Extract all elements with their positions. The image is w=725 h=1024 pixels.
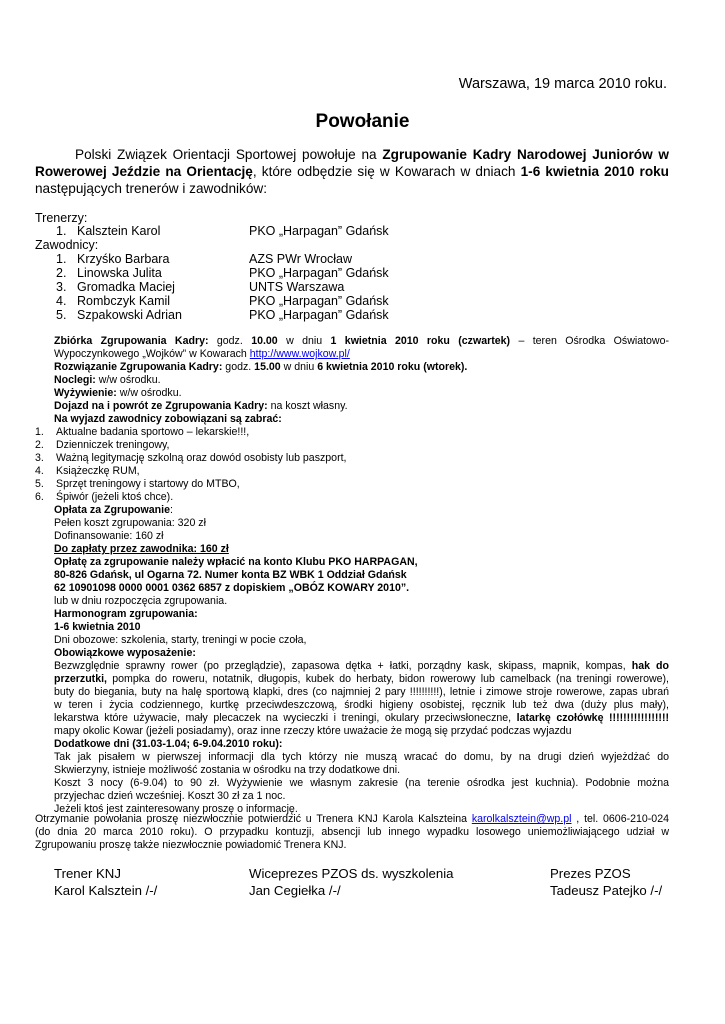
list-item (35, 439, 669, 452)
intro-text-3: następujących trenerów i zawodników: (35, 181, 267, 196)
intro-event-name: Zgrupowanie Kadry Narodowej Juniorów w (382, 147, 669, 162)
athlete-num: 5. (56, 308, 67, 322)
text-segment: Dojazd na i powrót ze Zgrupowania Kadry: (54, 400, 268, 412)
equipment-line-2 (54, 673, 669, 686)
text-segment: , tel. 0606-210-024 (571, 813, 669, 825)
text-segment: Rozwiązanie Zgrupowania Kadry: (54, 361, 223, 373)
text-segment: 1. (35, 426, 44, 438)
equipment-line-5 (54, 712, 669, 725)
schedule-dates (54, 621, 669, 634)
amount-due (54, 543, 669, 556)
athlete-name: Rombczyk Kamil (77, 294, 171, 308)
schedule-text: Dni obozowe: szkolenia, starty, treningi w pocie czoła, (54, 634, 307, 646)
text-segment: w/w ośrodku. (95, 374, 161, 386)
text-segment: pompka do roweru, notatnik, długopis, kubek do herbaty, bidon rowerowy lub camelback (na treningi rowerowe), (106, 673, 669, 685)
extra-days-line-5: Jeżeli ktoś jest zainteresowany proszę o informację. (54, 803, 298, 815)
list-item (35, 478, 669, 491)
text-segment: Aktualne badania sportowo – lekarskie!!!, (56, 426, 250, 438)
text-segment: 5. (35, 478, 44, 490)
signature-name: Jan Cegiełka /-/ (249, 883, 341, 898)
signature-name: Tadeusz Patejko /-/ (550, 883, 663, 898)
meals-line (54, 387, 669, 400)
text-segment: 80-826 Gdańsk, ul Ogarna 72. Numer konta BZ WBK 1 Oddział Gdańsk (54, 569, 407, 581)
athlete-club: PKO „Harpagan” Gdańsk (249, 294, 389, 308)
text-segment: – teren Ośrodka Oświatowo- (510, 335, 670, 347)
text-segment: 4. (35, 465, 44, 477)
text-segment: Noclegi: (54, 374, 96, 386)
intro-text: Polski Związek Orientacji Sportowej powołuje na (75, 147, 383, 162)
gathering-line (54, 335, 669, 348)
text-segment: Na wyjazd zawodnicy zobowiązani są zabrać: (54, 413, 282, 425)
text-segment: Bezwzględnie sprawny rower (po przeglądzie), zapasowa dętka + łatki, porządny kask, skipass, mapnik, kompas, (54, 660, 632, 672)
signature-name: Karol Kalsztein /-/ (54, 883, 158, 898)
text-segment: Śpiwór (jeżeli ktoś chce). (56, 491, 174, 503)
packing-list (35, 426, 669, 504)
text-segment: przerzutki, (54, 673, 107, 685)
document-title: Powołanie (315, 111, 410, 132)
text-segment: Wypoczynkowego „Wojków” w Kowarach (54, 348, 250, 360)
athletes-label: Zawodnicy: (35, 238, 99, 252)
text-segment: na koszt własny. (267, 400, 348, 412)
bring-label (54, 413, 669, 426)
text-segment: Opłatę za zgrupowanie należy wpłacić na konto Klubu PKO HARPAGAN, (54, 556, 418, 568)
athlete-name: Szpakowski Adrian (77, 308, 182, 322)
athlete-name: Gromadka Maciej (77, 280, 175, 294)
signature-role: Trener KNJ (54, 866, 121, 881)
text-segment: 62 10901098 0000 0001 0362 6857 z dopiskiem „OBÓZ KOWARY 2010”. (54, 582, 410, 594)
email-link[interactable]: karolkalsztein@wp.pl (471, 813, 572, 825)
extra-days-line-2: Skwierzyny, istnieje możliwość zostania w ośrodku na trzy dodatkowe dni. (54, 764, 401, 776)
text-segment: : (169, 504, 173, 516)
payment-label (54, 504, 669, 517)
extra-days-line-1: Tak jak pisałem w pierwszej informacji dla tych którzy nie muszą wracać do domu, by na drugi dzień wyjeżdżać do (54, 751, 669, 763)
text-segment: godz. (222, 361, 255, 373)
gathering-line-2 (54, 348, 669, 361)
text-segment: Dodatkowe dni (31.03-1.04; 6-9.04.2010 roku): (54, 738, 283, 750)
subsidy: Dofinansowanie: 160 zł (54, 530, 164, 542)
intro-event-name-cont: Rowerowej Jeździe na Orientację (35, 164, 253, 179)
trainer-club: PKO „Harpagan” Gdańsk (249, 224, 389, 238)
text-segment: Opłata za Zgrupowanie (54, 504, 170, 516)
equipment-label (54, 647, 669, 660)
signature-role: Prezes PZOS (550, 866, 631, 881)
text-segment: Harmonogram zgrupowania: (54, 608, 198, 620)
text-segment: Wyżywienie: (54, 387, 117, 399)
text-segment: hak do (631, 660, 669, 672)
text-segment: w dniu (277, 335, 331, 347)
confirmation-paragraph (35, 813, 669, 852)
trainer-num: 1. (56, 224, 67, 238)
signature-role: Wiceprezes PZOS ds. wyszkolenia (249, 866, 454, 881)
athlete-num: 3. (56, 280, 67, 294)
athlete-num: 1. (56, 252, 67, 266)
text-segment: 6 kwietnia 2010 roku (wtorek). (317, 361, 468, 373)
equipment-line-4: w teren i życia codziennego, kurtkę przeciwdeszczową, środki higieny osobistej, ręcznik lub też dwa (duży plus mały), (54, 699, 669, 711)
text-segment: 1-6 kwietnia 2010 (54, 621, 141, 633)
text-segment: 6. (35, 491, 44, 503)
equipment-line-1 (54, 660, 669, 673)
text-segment: lekarstwa które używacie, mały plecaczek na wycieczki i treningi, okulary przeciwsłoneczne, (54, 712, 517, 724)
athlete-name: Linowska Julita (77, 266, 162, 280)
list-item (35, 491, 669, 504)
trainer-name: Kalsztein Karol (77, 224, 161, 238)
account-line-3 (54, 582, 669, 595)
list-item (35, 452, 669, 465)
full-cost: Pełen koszt zgrupowania: 320 zł (54, 517, 206, 529)
text-segment: latarkę czołówkę !!!!!!!!!!!!!!!!! (516, 712, 669, 724)
text-segment: Ważną legitymację szkolną oraz dowód osobisty lub paszport, (56, 452, 347, 464)
payment-section (54, 504, 669, 816)
confirmation-line-3: Zgrupowaniu proszę także niezwłocznie powiadomić Trenera KNJ. (35, 839, 347, 851)
intro-event-dates: 1-6 kwietnia 2010 roku (520, 164, 669, 179)
text-segment: Dzienniczek treningowy, (56, 439, 170, 451)
details-section (54, 335, 669, 426)
text-segment: godz. (208, 335, 252, 347)
athlete-club: UNTS Warszawa (249, 280, 345, 294)
text-segment: 1 kwietnia 2010 roku (czwartek) (330, 335, 511, 347)
athlete-club: PKO „Harpagan” Gdańsk (249, 308, 389, 322)
text-segment: Książeczkę RUM, (56, 465, 140, 477)
list-item (35, 426, 669, 439)
athlete-num: 4. (56, 294, 67, 308)
schedule-label (54, 608, 669, 621)
document-date: Warszawa, 19 marca 2010 roku. (458, 76, 667, 92)
text-segment: 2. (35, 439, 44, 451)
list-item (35, 465, 669, 478)
equipment-line-3: buty do biegania, buty na halę sportową klapki, dres (co najmniej 2 pary !!!!!!!!!!), letnie i zimowe stroje rowerowe, zapas ubrań (54, 686, 669, 698)
account-line-2 (54, 569, 669, 582)
equipment-line-6: mapy okolic Kowar (jeżeli posiadamy), oraz inne rzeczy które uważacie że mogą się przydać podczas wyjazdu (54, 725, 572, 737)
account-line-4: lub w dniu rozpoczęcia zgrupowania. (54, 595, 228, 607)
text-segment: Otrzymanie powołania proszę niezwłocznie potwierdzić u Trenera KNJ Karola Kalszteina (35, 813, 472, 825)
text-segment: 3. (35, 452, 44, 464)
text-segment: Sprzęt treningowy i startowy do MTBO, (56, 478, 240, 490)
extra-days-line-3: Koszt 3 nocy (6-9.04) to 90 zł. Wyżywienie we własnym zakresie (na terenie ośrodka jest kuchnia). Podobnie można (54, 777, 669, 789)
wojkow-link[interactable]: http://www.wojkow.pl/ (249, 348, 350, 360)
text-segment: 15.00 (254, 361, 281, 373)
confirmation-line-2: (do dnia 20 marca 2010 roku). O przypadku kontuzji, absencji lub innego wypadku losowego uniemożliwiającego udział w (35, 826, 669, 838)
dissolution-line (54, 361, 669, 374)
athlete-club: AZS PWr Wrocław (249, 252, 353, 266)
athlete-club: PKO „Harpagan” Gdańsk (249, 266, 389, 280)
confirmation-line-1 (35, 813, 669, 826)
text-segment: w dniu (280, 361, 318, 373)
lodging-line (54, 374, 669, 387)
athlete-name: Krzyśko Barbara (77, 252, 170, 266)
text-segment: Do zapłaty przez zawodnika: 160 zł (54, 543, 229, 555)
account-line-1 (54, 556, 669, 569)
text-segment: w/w ośrodku. (116, 387, 182, 399)
text-segment: Obowiązkowe wyposażenie: (54, 647, 196, 659)
travel-line (54, 400, 669, 413)
extra-days-line-4: przyjechac dzień wcześniej. Koszt 30 zł za 1 noc. (54, 790, 286, 802)
trainers-label: Trenerzy: (35, 211, 88, 225)
athlete-num: 2. (56, 266, 67, 280)
text-segment: Zbiórka Zgrupowania Kadry: (54, 335, 209, 347)
intro-text-2: , które odbędzie się w Kowarach w dniach (252, 164, 521, 179)
intro-paragraph (35, 146, 669, 197)
text-segment: 10.00 (251, 335, 278, 347)
extra-days-label (54, 738, 669, 751)
